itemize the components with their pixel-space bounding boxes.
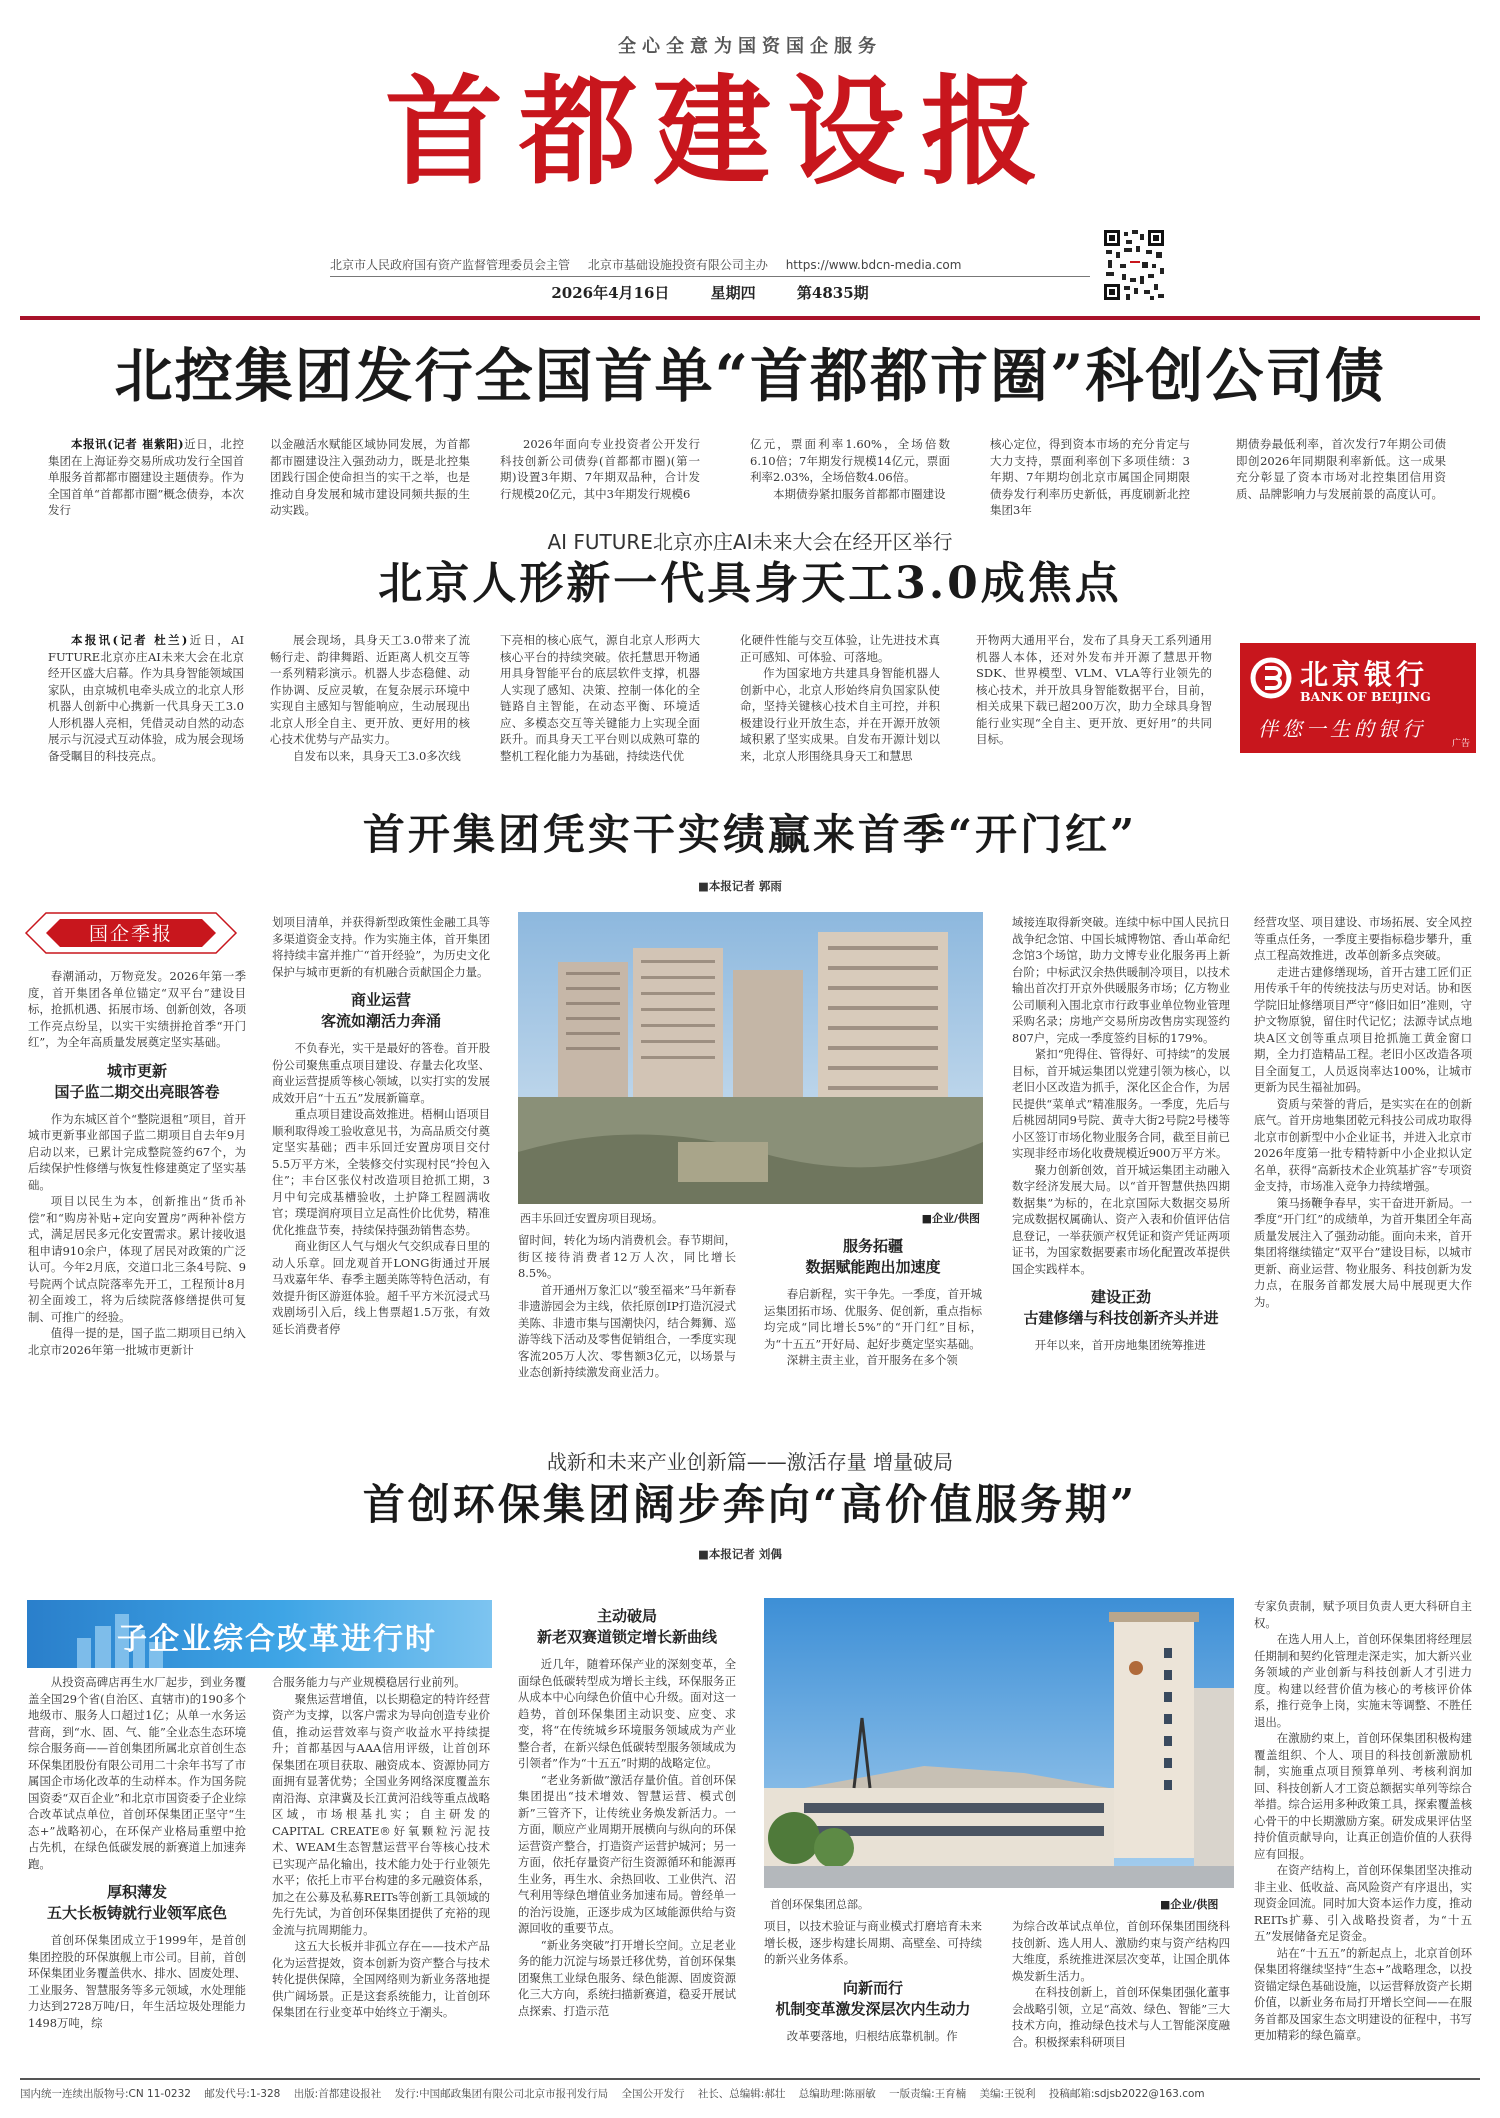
article1-lead: 本报讯(记者 崔紫阳) [71,437,184,451]
article2-col5: 开物两大通用平台，发布了具身天工系列通用机器人本体，还对外发布并开源了慧思开物SDK、世界模型、VLM、VLA等行业领先的核心技术，并开放具身智能数据平台，目前，相关成果下载已超200万次，助力全球具身智能行业实现“全自主、更开放、更好用”的共同目标。 [976,633,1212,746]
article3-subhead-1: 城市更新 国子监二期交出亮眼答卷 [54,1061,220,1101]
article3-col4: 服务拓疆 数据赋能跑出加速度 春启新程，实干争先。一季度，首开城运集团拓市场、优服务、促创新，重点指标均完成“同比增长5%”的“开门红”目标，为“十五五”开好局、起好步奠定坚实基础。 深耕主责主业，首开服务在多个领 [764,1237,982,1367]
reform-banner-title: 子企业综合改革进行时 [117,1622,437,1657]
article4-photo [764,1598,1234,1888]
article4-headline: 首创环保集团阔步奔向“高价值服务期” [362,1480,1138,1529]
article4-col2: 合服务能力与产业规模稳居行业前列。 聚焦运营增值，以长期稳定的特许经营资产为支撑，以客户需求为导向创造专业价值，推动运营效率与资产收益水平持续提升；首都基因与AAA信用评级，让首创环保集团在项目获取、融资成本、资源协同方面拥有显著优势；全国业务网络深度覆盖东南沿海、京津冀及长江黄河沿线等重点战略区域，市场根基扎实；自主研发的CAPITAL CREATE®好氧颗粒污泥技术、WEAM生态智慧运营平台等核心技术已实现产品化输出，技术能力处于行业领先水平；依托上市平台构建的多元融资体系，加之在公募及私募REITs等创新工具领域的先行先试，为首创环保集团提供了充裕的现金流与抗周期能力。 这五大长板并非孤立存在——技术产品化为运营提效，资本创新为资产整合与技术转化提供保障，全国网络则为新业务落地提供广阔场景。正是这套系统能力，让首创环保集团在行业变革中始终立于潮头。 [272,1675,490,2019]
article3-byline: ■本报记者 郭雨 [698,879,782,893]
footer-assistant-editor: 总编助理:陈丽敏 [798,2088,876,2100]
article3-headline: 首开集团凭实干实绩赢来首季“开门红” [362,810,1138,859]
article2-col3: 下亮相的核心底气，源自北京人形两大核心平台的持续突破。依托慧思开物通用具身智能平台的底层软件支撑，机器人实现了感知、决策、控制一体化的全链路自主智能，在动态平衡、环境适应、多模态交互等关键能力上实现全面跃升。而具身天工平台则以成熟可靠的整机工程化能力为基础，持续迭代优 [500,633,700,763]
bank-logo-icon [1250,657,1292,699]
issue-date: 2026年4月16日 [551,284,670,302]
footer-distributor: 发行:中国邮政集团有限公司北京市报刊发行局 [394,2088,609,2100]
article3-photo-credit: ■企业/供图 [921,1212,980,1225]
issue-number: 第4835期 [796,284,869,302]
article3-col2: 划项目清单，并获得新型政策性金融工具等多渠道资金支持。作为实施主体，首开集团将持续丰富并推广“首开经验”，为历史文化保护与城市更新的有机融合贡献国企力量。 商业运营 客流如潮活力奔涌 不负春光，实干是最好的答卷。首开股份公司聚焦重点项目建设、存量去化攻坚、商业运营提质等核心领域，以实打实的发展成效开启“十五五”发展新篇章。 重点项目建设高效推进。梧桐山语项目顺利取得竣工验收意见书，为高品质交付奠定坚实基础；西丰乐回迁安置房项目交付5.5万平方米，全装修交付实现村民“拎包入住”；丰台区张仪村改造项目抢抓工期，3月中旬完成基槽验收，土护降工程圆满收官；璞瑅润府项目立足高性价比优势，精准优化推盘节奏，持续保持强劲销售态势。 商业街区人气与烟火气交织成春日里的动人乐章。回龙观首开LONG街通过开展马戏嘉年华、春季主题美陈等特色活动，有效提升街区游逛体验。超千平方米沉浸式马戏剧场引入后，线上售票超1.5万张，有效延长消费者停 [272,915,490,1336]
issue-weekday: 星期四 [710,284,756,302]
reform-banner [27,1600,492,1668]
article4-col4: 项目，以技术验证与商业模式打磨培育未来增长极，逐步构建长周期、高壁垒、可持续的新兴业务体系。 向新而行 机制变革激发深层次内生动力 改革要落地，归根结底靠机制。作 [764,1919,982,2043]
masthead-sponsors [330,256,975,273]
article2-lead: 本报讯(记者 杜兰) [71,633,188,647]
masthead-red-rule [20,316,1480,320]
article3-subhead-3: 服务拓疆 数据赋能跑出加速度 [805,1237,941,1276]
article2-kicker: AI FUTURE北京亦庄AI未来大会在经开区举行 [547,530,953,554]
footer-page-editor: 一版责编:王育楠 [889,2088,967,2100]
footer-editor-in-chief: 社长、总编辑:郝壮 [697,2088,786,2100]
article2-headline: 北京人形新一代具身天工3.0成焦点 [378,558,1122,609]
article1-col6: 期债券最低利率，首次发行7年期公司债即创2026年同期限利率新低。这一成果充分彰显了资本市场对北控集团信用资质、品牌影响力与发展前景的高度认可。 [1236,437,1446,501]
ad-label: 广告 [1451,739,1470,749]
article3-photo [518,912,983,1204]
article2-col2: 展会现场，具身天工3.0带来了流畅行走、韵律舞蹈、近距离人机交互等一系列精彩演示。机器人步态稳健、动作协调、反应灵敏，在复杂展示环境中实现自主感知与智能响应，生动展现出北京人形全自主、更开放、更好用的核心技术优势与产品实力。 自发布以来，具身天工3.0多次线 [270,633,470,763]
article4-byline: ■本报记者 刘偶 [698,1547,782,1561]
article3-subhead-2: 商业运营 客流如潮活力奔涌 [320,991,441,1030]
article4-subhead-3: 向新而行 机制变革激发深层次内生动力 [775,1978,971,2018]
article2-col1: 本报讯(记者 杜兰)近日，AI FUTURE北京亦庄AI未来大会在北京经开区盛大启幕。作为具身智能领域国家队，由京城机电牵头成立的北京人形机器人创新中心携新一代具身天工3.0人形机器人亮相，凭借灵动自然的动态展示与沉浸式互动体验，成为展会现场备受瞩目的科技亮点。 [48,633,244,763]
article4-photo-credit: ■企业/供图 [1160,1898,1219,1911]
article1-col3: 2026年面向专业投资者公开发行科技创新公司债券(首都都市圈)(第一期)设置3年期、7年期双品种，合计发行规模20亿元，其中3年期发行规模6 [500,437,700,501]
article4-col3: 主动破局 新老双赛道锁定增长新曲线 近几年，随着环保产业的深刻变革，全面绿色低碳转型成为增长主线，环保服务正从成本中心向绿色价值中心升级。面对这一趋势，首创环保集团主动识变、应变、求变，将“在传统城乡环境服务领域成为产业整合者，在新兴绿色低碳转型服务领域成为引领者”作为“十五五”时期的战略定位。 “老业务新做”激活存量价值。首创环保集团提出“技术增效、智慧运营、模式创新”三管齐下，让传统业务焕发新活力。一方面，顺应产业周期开展横向与纵向的环保运营资产整合，打造资产运营护城河；另一方面，依托存量资产衍生资源循环和能源再生业务，再生水、余热回收、工业供汽、沼气利用等绿色增值业务加速布局。曾经单一的治污设施，正逐步成为区域能源供给与资源回收的重要节点。 “新业务突破”打开增长空间。立足老业务的能力沉淀与场景迁移优势，首创环保集团聚焦工业绿色服务、绿色能源、固废资源化三大方向，系统扫描新赛道，稳妥开展试点探索、打造示范 [518,1607,736,2018]
article3-col3: 留时间，转化为场内消费机会。春节期间，街区接待消费者12万人次，同比增长8.5%。 首开通州万象汇以“骏至福来”马年新春非遗游园会为主线，依托原创IP打造沉浸式美陈、非遗市集与国潮快闪，结合舞狮、巡游等线下活动及零售促销组合，一季度实现客流205万人次、零售额3亿元，以场景与业态创新持续激发商业活力。 [518,1233,736,1379]
article1-headline: 北控集团发行全国首单“首都都市圈”科创公司债 [114,342,1386,410]
article1-col2: 以金融活水赋能区域协同发展，为首都都市圈建设注入强劲动力，既是北控集团践行国企使命担当的实干之举，也是推动自身发展和城市建设同频共振的生动实践。 [270,437,470,517]
article1-col4: 亿元，票面利率1.60%，全场倍数6.10倍；7年期发行规模14亿元，票面利率2.03%，全场倍数4.06倍。 本期债券紧扣服务首都都市圈建设 [750,437,950,501]
bank-advertisement[interactable] [1240,643,1476,753]
footer-imprint [20,2086,1480,2101]
article4-subhead-1: 厚积薄发 五大长板铸就行业领军底色 [46,1883,227,1922]
article4-col6: 专家负责制，赋予项目负责人更大科研自主权。 在选人用人上，首创环保集团将经理层任期制和契约化管理走深走实，加大新兴业务领域的产业创新与科技创新人才引进力度。构建以经营价值为核心的考核评价体系，推行竞争上岗，实施末等调整、不胜任退出。 在激励约束上，首创环保集团积极构建覆盖组织、个人、项目的科技创新激励机制，实施重点项目预算单列、考核利润加回、科技创新人才工资总额据实单列等综合举措。综合运用多种政策工具，探索覆盖核心骨干的中长期激励方案。研发成果评估坚持价值贡献导向，让真正创造价值的人获得应有回报。 在资产结构上，首创环保集团坚决推动非主业、低收益、高风险资产有序退出，实现资金回流。同时加大资本运作力度，推动REITs扩募、引入战略投资者，为“十五五”发展储备充足资金。 站在“十五五”的新起点上，北京首创环保集团将继续坚持“生态+”战略理念，以投资锚定绿色基础设施，以运营释放资产长期价值，以新业务布局打开增长空间——在服务首都及国家生态文明建设的征程中，书写更加精彩的绿色篇章。 [1254,1599,1472,2042]
bank-tagline: 伴您一生的银行 [1258,717,1426,741]
website-link[interactable]: https://www.bdcn-media.com [785,258,962,272]
footer-postal-code: 邮发代号:1-328 [204,2088,281,2100]
article4-kicker: 战新和未来产业创新篇——激活存量 增量破局 [546,1450,954,1474]
dateline [330,282,1090,303]
footer-publisher: 出版:首都建设报社 [293,2088,382,2100]
article4-col5: 为综合改革试点单位，首创环保集团围绕科技创新、选人用人、激励约束与资产结构四大维度，系统推进深层次变革，让国企肌体焕发新生活力。 在科技创新上，首创环保集团强化董事会战略引领，立足“高效、绿色、智能”三大技术方向，推动绿色技术与人工智能深度融合。积极探索科研项目 [1012,1919,1230,2049]
article3-col5: 域接连取得新突破。连续中标中国人民抗日战争纪念馆、中国长城博物馆、香山革命纪念馆3个场馆，助力文博专业化服务再上新台阶；中标武汉余热供暖制冷项目，以技术输出首次打开京外供暖服务市场；亿方物业公司顺利入围北京市行政事业单位物业管理采购名录；房地产交易所房改售房实现签约807户，完成一季度签约目标的179%。 紧扣“兜得住、管得好、可持续”的发展目标，首开城运集团以党建引领为核心，以老旧小区改造为抓手，深化区企合作，为居民提供“菜单式”精准服务。一季度，先后与后桃园胡同9号院、黄寺大街2号院2号楼等小区签订市场化物业服务合同，截至目前已实现非经市场化收费规模近900万平方米。 聚力创新创效，首开城运集团主动融入数字经济发展大局。以“首开智慧供热四期数据集”为标的，在北京国际大数据交易所完成数据权属确认、资产入表和价值评估信息登记，一举获颁产权凭证和资产凭证两项证书，为国家数据要素市场化配置改革提供国企实践样本。 建设正劲 古建修缮与科技创新齐头并进 开年以来，首开房地集团统筹推进 [1012,915,1230,1352]
article3-col1: 春潮涌动，万物竞发。2026年第一季度，首开集团各单位锚定“双平台”建设目标，抢抓机遇、拓展市场、创新创效，各项工作亮点纷呈，以实干实绩拼抢首季“开门红”，为全年高质量发展奠定坚实基础。 城市更新 国子监二期交出亮眼答卷 作为东城区首个“整院退租”项目，首开城市更新事业部国子监二期项目自去年9月启动以来，已累计完成整院签约67个，为后续保护性修缮与恢复性修建奠定了坚实基础。 项目以民生为本，创新推出“货币补偿”和“购房补贴+定向安置房”两种补偿方式，满足居民多元化安置需求。累计接收退租申请910余户，体现了居民对政策的广泛认可。今年2月底，交道口北三条4号院、9号院两个试点院落率先开工，工程预计8月初全面竣工，将为后续院落修缮提供可复制、可推广的经验。 值得一提的是，国子监二期项目已纳入北京市2026年第一批城市更新计 [28,969,246,1357]
article3-subhead-4: 建设正劲 古建修缮与科技创新齐头并进 [1023,1288,1219,1327]
footer-distribution-scope: 全国公开发行 [621,2088,685,2100]
sponsor-organizer: 北京市基础设施投资有限公司主办 [587,258,768,272]
footer-designer: 美编:王锐利 [979,2088,1036,2100]
article3-photo-caption: 西丰乐回迁安置房项目现场。 [520,1212,663,1225]
article4-subhead-2: 主动破局 新老双赛道锁定增长新曲线 [536,1607,717,1646]
section-badge: 国企季报 [88,923,173,945]
footer-email[interactable]: 投稿邮箱:sdjsb2022@163.com [1048,2088,1205,2100]
article4-photo-caption: 首创环保集团总部。 [770,1898,869,1911]
article1-col1: 本报讯(记者 崔紫阳)近日，北控集团在上海证券交易所成功发行全国首单服务首都都市圈建设主题债券。作为全国首单“首都都市圈”概念债券，本次发行 [48,437,244,517]
article2-col4: 化硬件性能与交互体验，让先进技术真正可感知、可体验、可落地。 作为国家地方共建具身智能机器人创新中心，北京人形始终肩负国家队使命，坚持关键核心技术自主可控，并积极建设行业开放生态，并在开源开放领域积累了坚实成果。自发布开源计划以来，北京人形围绕具身天工和慧思 [740,633,940,763]
article3-col6: 经营攻坚、项目建设、市场拓展、安全风控等重点任务，一季度主要指标稳步攀升，重点工程高效推进，改革创新多点突破。 走进古建修缮现场，首开古建工匠们正用传承千年的传统技法与历史对话。协和医学院旧址修缮项目严守“修旧如旧”准则，守护文物原貌，留住时代记忆；法源寺试点地块A区文创等重点项目抢抓施工黄金窗口期，全力打造精品工程。老旧小区改造各项目全面复工，人员返岗率达100%，让城市更新为民生福祉加码。 资质与荣誉的背后，是实实在在的创新底气。首开房地集团乾元科技公司成功取得北京市创新型中小企业证书，并进入北京市2026年度第一批专精特新中小企业拟认定名单，获得“高新技术企业筑基扩容”专项资金支持，市场准入竞争力持续增强。 策马扬鞭争春早，实干奋进开新局。一季度“开门红”的成绩单，为首开集团全年高质量发展注入了强劲动能。面向未来，首开集团将继续锚定“双平台”建设目标，以城市更新、商业运营、物业服务、科技创新为发力点，在服务首都发展大局中展现更大作为。 [1254,915,1472,1309]
masthead-slogan: 全心全意为国资国企服务 [618,36,882,57]
masthead-title: 首都建设报 [384,63,1055,201]
article4-col1: 从投资高碑店再生水厂起步，到业务覆盖全国29个省(自治区、直辖市)的190多个地级市、服务人口超过1亿；从单一水务运营商，到“水、固、气、能”全业态生态环境综合服务商——首创集团所属北京首创生态环保集团股份有限公司用二十余年书写了市属国企市场化改革的生动样本。作为国务院国资委“双百企业”和北京市国资委子企业综合改革试点单位，首创环保集团正坚守“生态+”战略初心，在环保产业格局重塑中抢占先机，在绿色低碳发展的新赛道上加速奔跑。 厚积薄发 五大长板铸就行业领军底色 首创环保集团成立于1999年，是首创集团控股的环保旗舰上市公司。目前，首创环保集团业务覆盖供水、排水、固废处理、工业服务、智慧服务等多元领域，水处理能力达到2728万吨/日，年生活垃圾处理能力1498万吨，综 [28,1675,246,2030]
sponsor-supervisor: 北京市人民政府国有资产监督管理委员会主管 [330,258,571,272]
article1-col5: 核心定位，得到资本市场的充分肯定与大力支持，票面利率创下多项佳绩：3年期、7年期均创北京市属国企同期限债券发行利率历史新低，再度刷新北控集团3年 [990,437,1190,517]
bank-name-cn: 北京银行 [1300,658,1429,691]
bank-name-en: BANK OF BEIJING [1300,689,1431,704]
qr-code-icon[interactable] [1102,228,1166,302]
footer-rule [20,2078,1480,2080]
masthead-divider [330,276,1090,277]
footer-serial-number: 国内统一连续出版物号:CN 11-0232 [20,2088,191,2100]
